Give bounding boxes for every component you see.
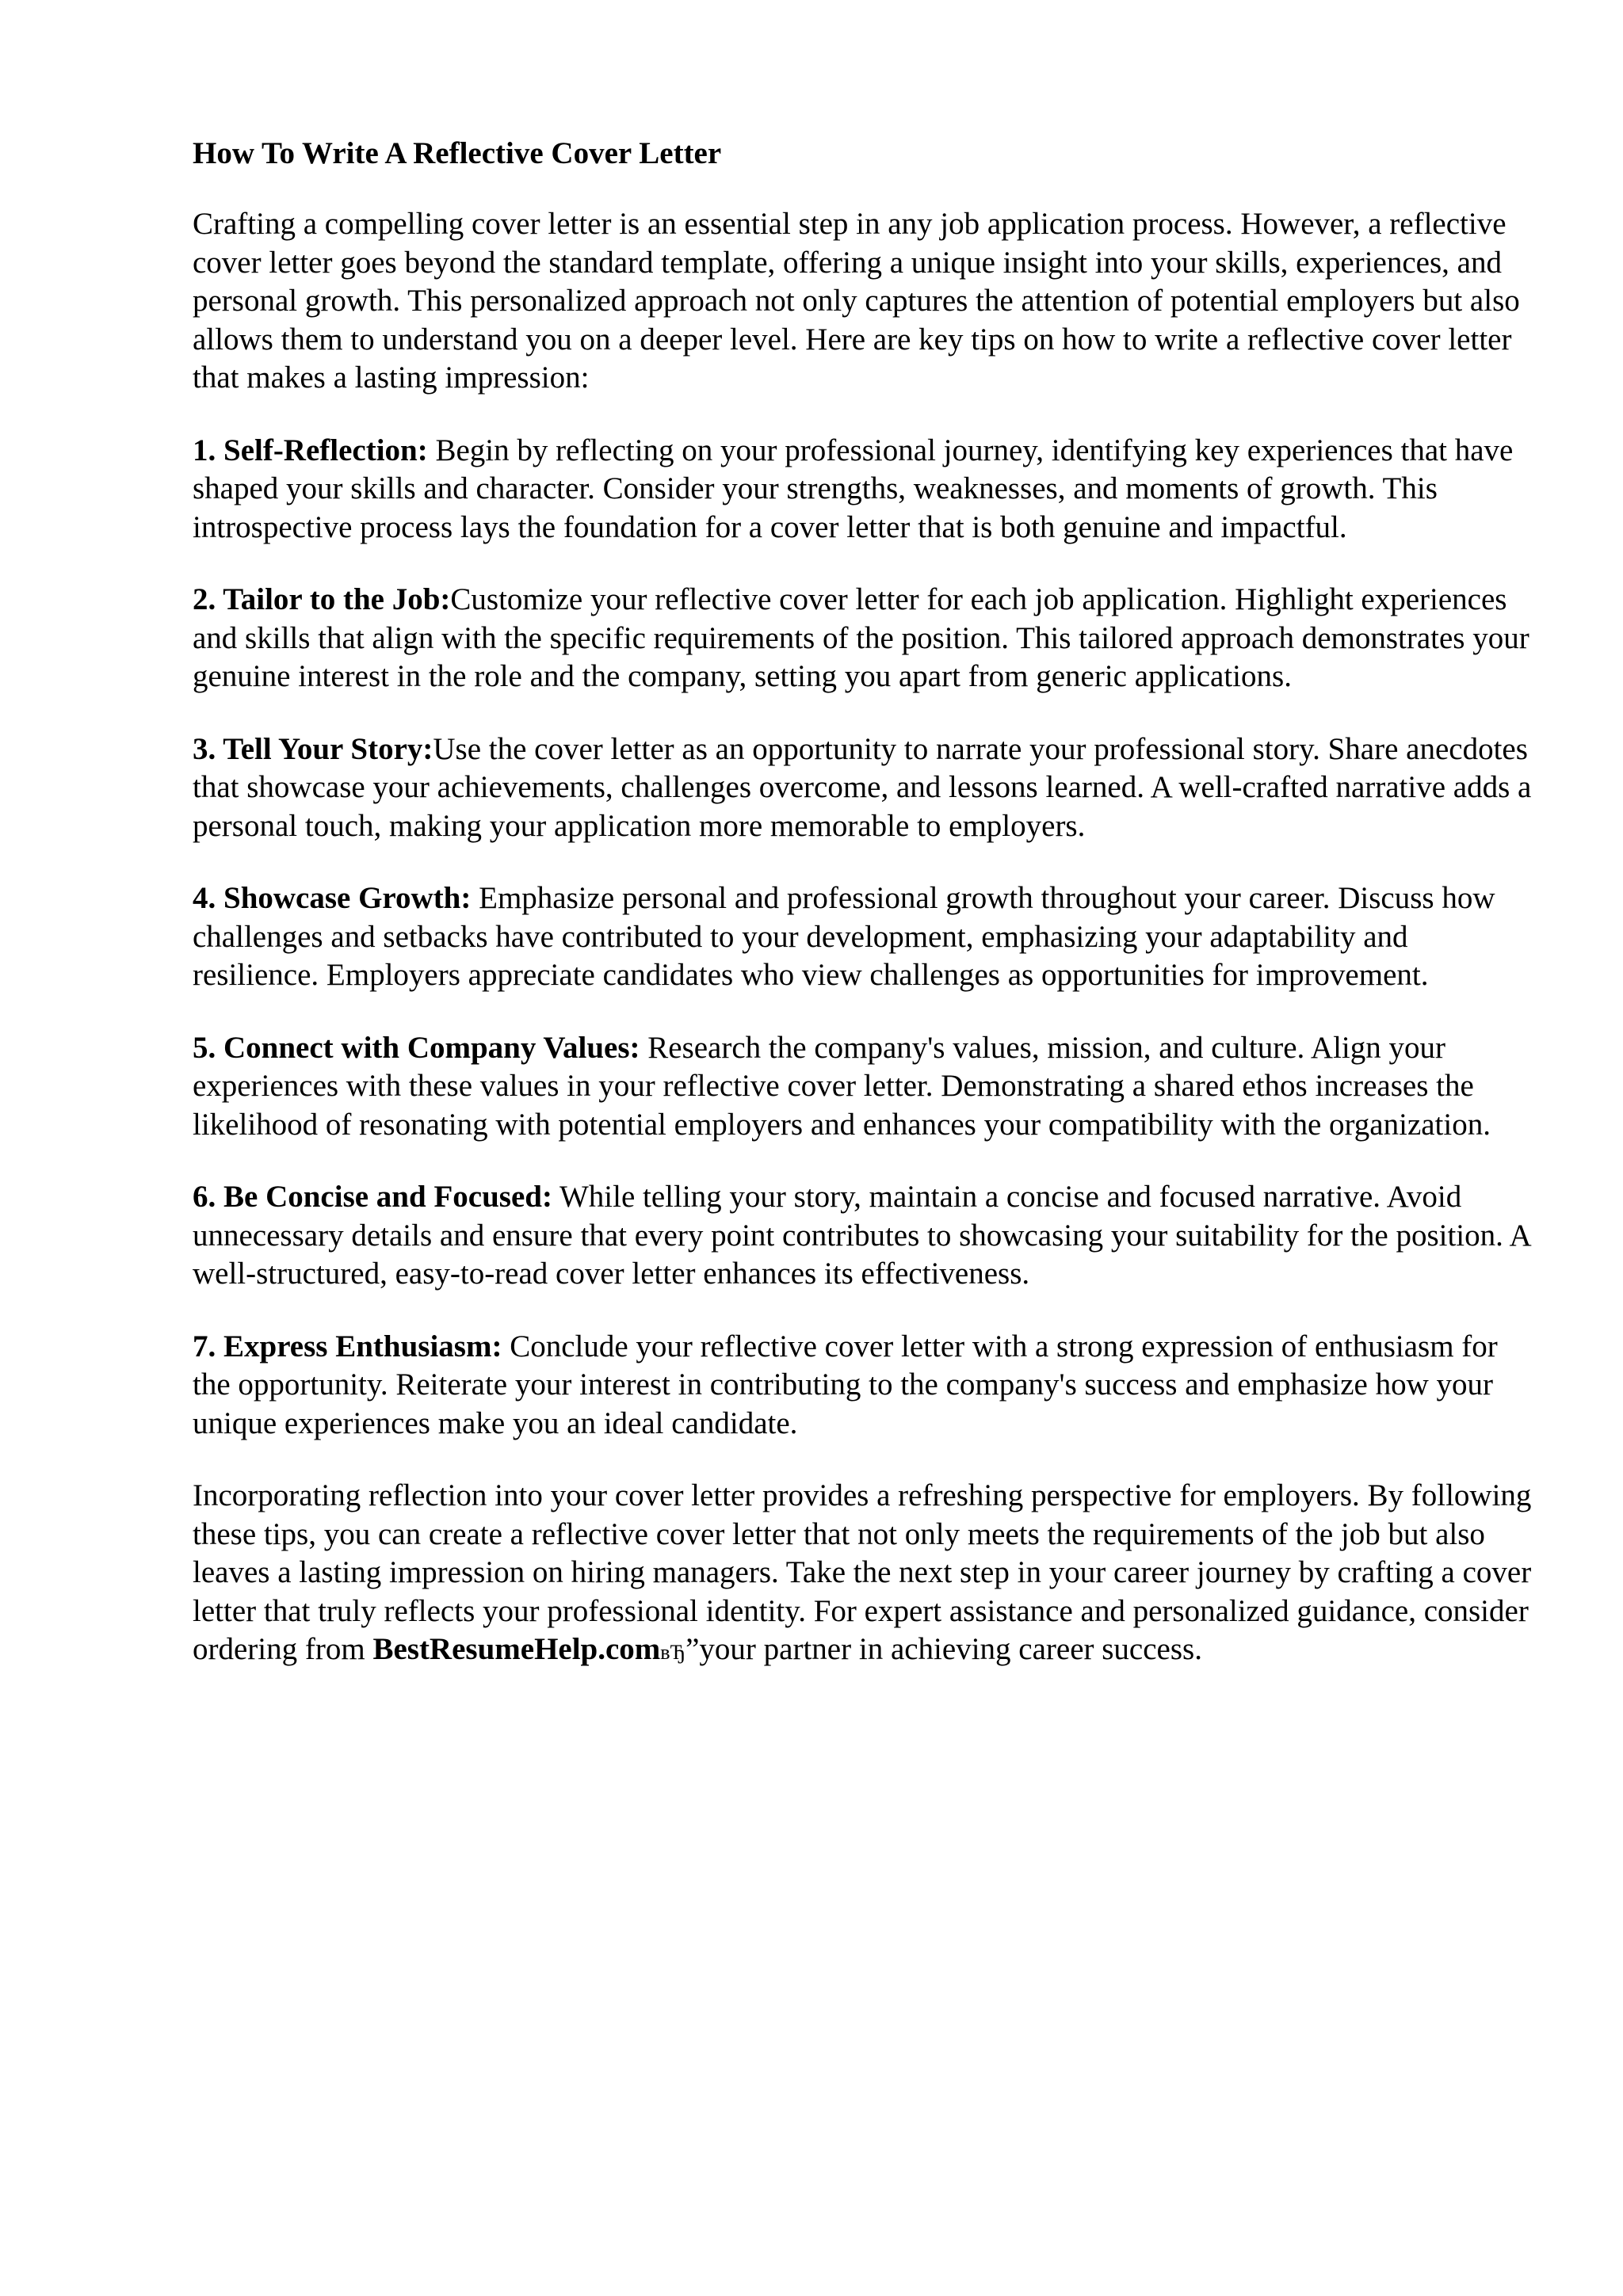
tip-heading: 3. Tell Your Story: [193, 731, 433, 766]
intro-paragraph: Crafting a compelling cover letter is an essential step in any job application process. However, a reflective cover letter goes beyond the standard template, offering a unique insight into your skills, experiences, and personal growth. This personalized approach not only captures the attention of potential employers but also allows them to understand you on a deeper level. Here are key tips on how to write a reflective cover letter that makes a lasting impression: [193, 207, 1520, 395]
tip-heading: 7. Express Enthusiasm: [193, 1329, 502, 1363]
tip-express-enthusiasm [193, 1328, 1540, 1444]
tip-be-concise [193, 1178, 1540, 1294]
document-title: How To Write A Reflective Cover Letter [193, 136, 722, 170]
conclusion-text: Incorporating reflection into your cover letter provides a refreshing perspective for employers. By following these tips, you can create a reflective cover letter that not only meets the requirements of the job but also leaves a lasting impression on hiring managers. Take the next step in your career journey by crafting a cover letter that truly reflects your professional identity. For expert assistance and personalized guidance, consider ordering from [193, 1478, 1532, 1666]
tip-connect-company-values [193, 1029, 1540, 1145]
tip-heading: 2. Tailor to the Job: [193, 582, 451, 616]
tip-tell-your-story [193, 730, 1540, 846]
tip-tailor-to-job [193, 581, 1540, 696]
tip-showcase-growth [193, 879, 1540, 995]
document-page [193, 135, 1540, 1707]
conclusion-paragraph [193, 1477, 1540, 1672]
tip-body: Customize your reflective cover letter for each job application. Highlight experiences and skills that align with the specific requirements of the position. This tailored approach demonstrates your genuine interest in the role and the company, setting you apart from generic applications. [193, 582, 1529, 693]
tip-body: Use the cover letter as an opportunity to narrate your professional story. Share anecdotes that showcase your achievements, challenges overcome, and lessons learned. A well-crafted narrative adds a personal touch, making your application more memorable to employers. [193, 731, 1532, 843]
tip-self-reflection [193, 432, 1540, 547]
tip-body: Research the company's values, mission, and culture. Align your experiences with these values in your reflective cover letter. Demonstrating a shared ethos increases the likelihood of resonating with potential employers and enhances your compatibility with the organization. [193, 1030, 1491, 1142]
tip-body: Begin by reflecting on your professional journey, identifying key experiences that have shaped your skills and character. Consider your strengths, weaknesses, and moments of growth. This introspective process lays the foundation for a cover letter that is both genuine and impactful. [193, 433, 1514, 544]
encoding-glyph: вЂ [660, 1641, 686, 1664]
conclusion-text-end: ”your partner in achieving career success. [685, 1632, 1202, 1666]
tip-heading: 4. Showcase Growth: [193, 881, 472, 915]
brand-name: BestResumeHelp.com [372, 1632, 661, 1666]
tip-body: Emphasize personal and professional growth throughout your career. Discuss how challenges and setbacks have contributed to your development, emphasizing your adaptability and resilience. Employers appreciate candidates who view challenges as opportunities for improvement. [193, 881, 1495, 992]
tip-heading: 1. Self-Reflection: [193, 433, 428, 467]
tip-body: Conclude your reflective cover letter with a strong expression of enthusiasm for the opportunity. Reiterate your interest in contributing to the company's success and emphasize how your unique experiences make you an ideal candidate. [193, 1329, 1498, 1440]
tip-heading: 5. Connect with Company Values: [193, 1030, 640, 1065]
tip-heading: 6. Be Concise and Focused: [193, 1180, 552, 1214]
tip-body: While telling your story, maintain a concise and focused narrative. Avoid unnecessary details and ensure that every point contributes to showcasing your suitability for the position. A well-structured, easy-to-read cover letter enhances its effectiveness. [193, 1180, 1530, 1291]
